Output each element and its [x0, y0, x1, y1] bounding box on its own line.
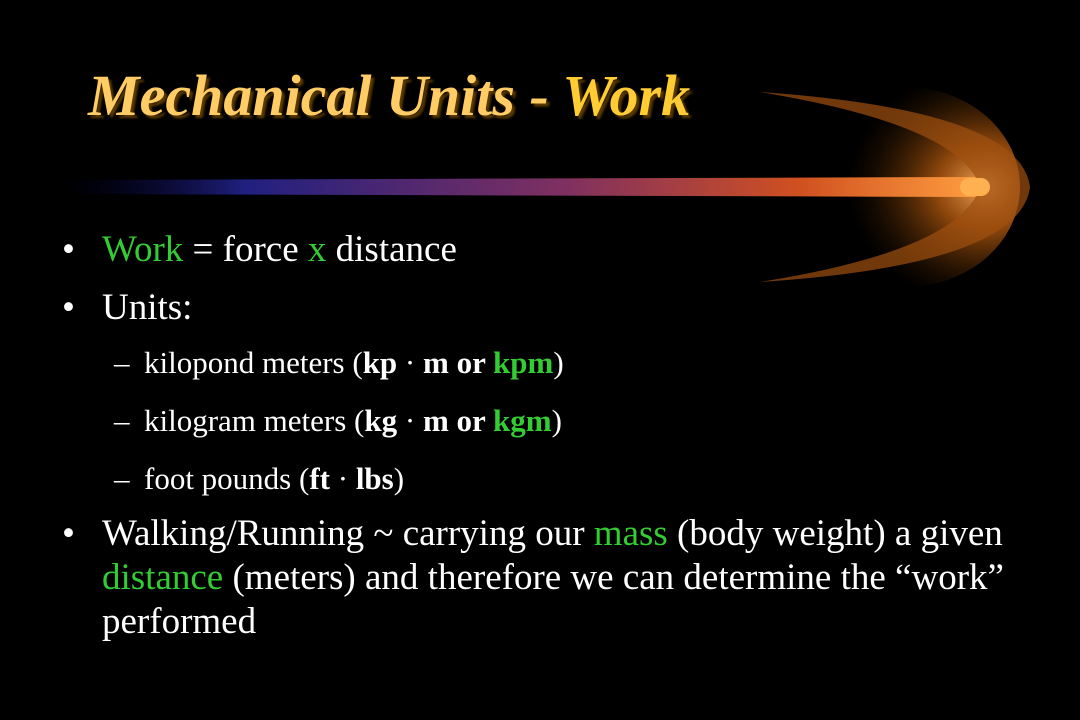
- bullet-walking-running: [62, 512, 1022, 644]
- bullet-units: [62, 286, 1062, 330]
- unit-kg: kg: [364, 403, 398, 438]
- unit-dot: ·: [329, 461, 356, 496]
- work-word: Work: [102, 229, 184, 270]
- bullet-dot: •: [62, 287, 75, 328]
- unit-close: ): [393, 461, 405, 496]
- sub-bullet-dash: –: [114, 403, 130, 438]
- sub-bullet-kilogram: [62, 402, 1062, 440]
- sub-bullet-dash: –: [114, 345, 130, 380]
- mass-word: mass: [593, 513, 668, 554]
- sub-bullet-dash: –: [114, 461, 130, 496]
- unit-dot: ·: [397, 345, 423, 380]
- sub-bullet-kilopond: [62, 344, 1062, 382]
- unit-kpm: kpm: [493, 345, 554, 380]
- bullet-work-definition: [62, 228, 1062, 272]
- unit-close: ): [553, 345, 564, 380]
- distance-word: distance: [102, 557, 224, 598]
- unit-kp: kp: [362, 345, 398, 380]
- unit-m-or: m or: [422, 403, 493, 438]
- unit-text: kilogram meters (: [144, 403, 365, 438]
- title-main: Mechanical Units -: [88, 63, 563, 128]
- walking-text-3: (meters) and therefore we can determine the “work” performed: [102, 557, 1004, 642]
- units-label: Units:: [102, 287, 193, 328]
- unit-ft: ft: [309, 461, 330, 496]
- title-accent: Work: [562, 63, 691, 128]
- slide-title: [88, 62, 690, 129]
- unit-close: ): [551, 403, 562, 438]
- walking-text-2: (body weight) a given: [667, 513, 1003, 554]
- bullet-dot: •: [62, 513, 75, 554]
- bullet-dot: •: [62, 229, 75, 270]
- equation-part-1: = force: [183, 229, 308, 270]
- unit-text: foot pounds (: [144, 461, 310, 496]
- sub-bullet-foot-pounds: [62, 460, 1062, 498]
- bullet-list: [62, 228, 1062, 644]
- unit-kgm: kgm: [493, 403, 552, 438]
- walking-text-1: Walking/Running ~ carrying our: [102, 513, 594, 554]
- unit-m-or: m or: [423, 345, 494, 380]
- equation-part-2: distance: [326, 229, 457, 270]
- unit-dot: ·: [397, 403, 423, 438]
- multiply-sign: x: [307, 229, 327, 270]
- unit-lbs: lbs: [355, 461, 394, 496]
- unit-text: kilopond meters (: [144, 345, 363, 380]
